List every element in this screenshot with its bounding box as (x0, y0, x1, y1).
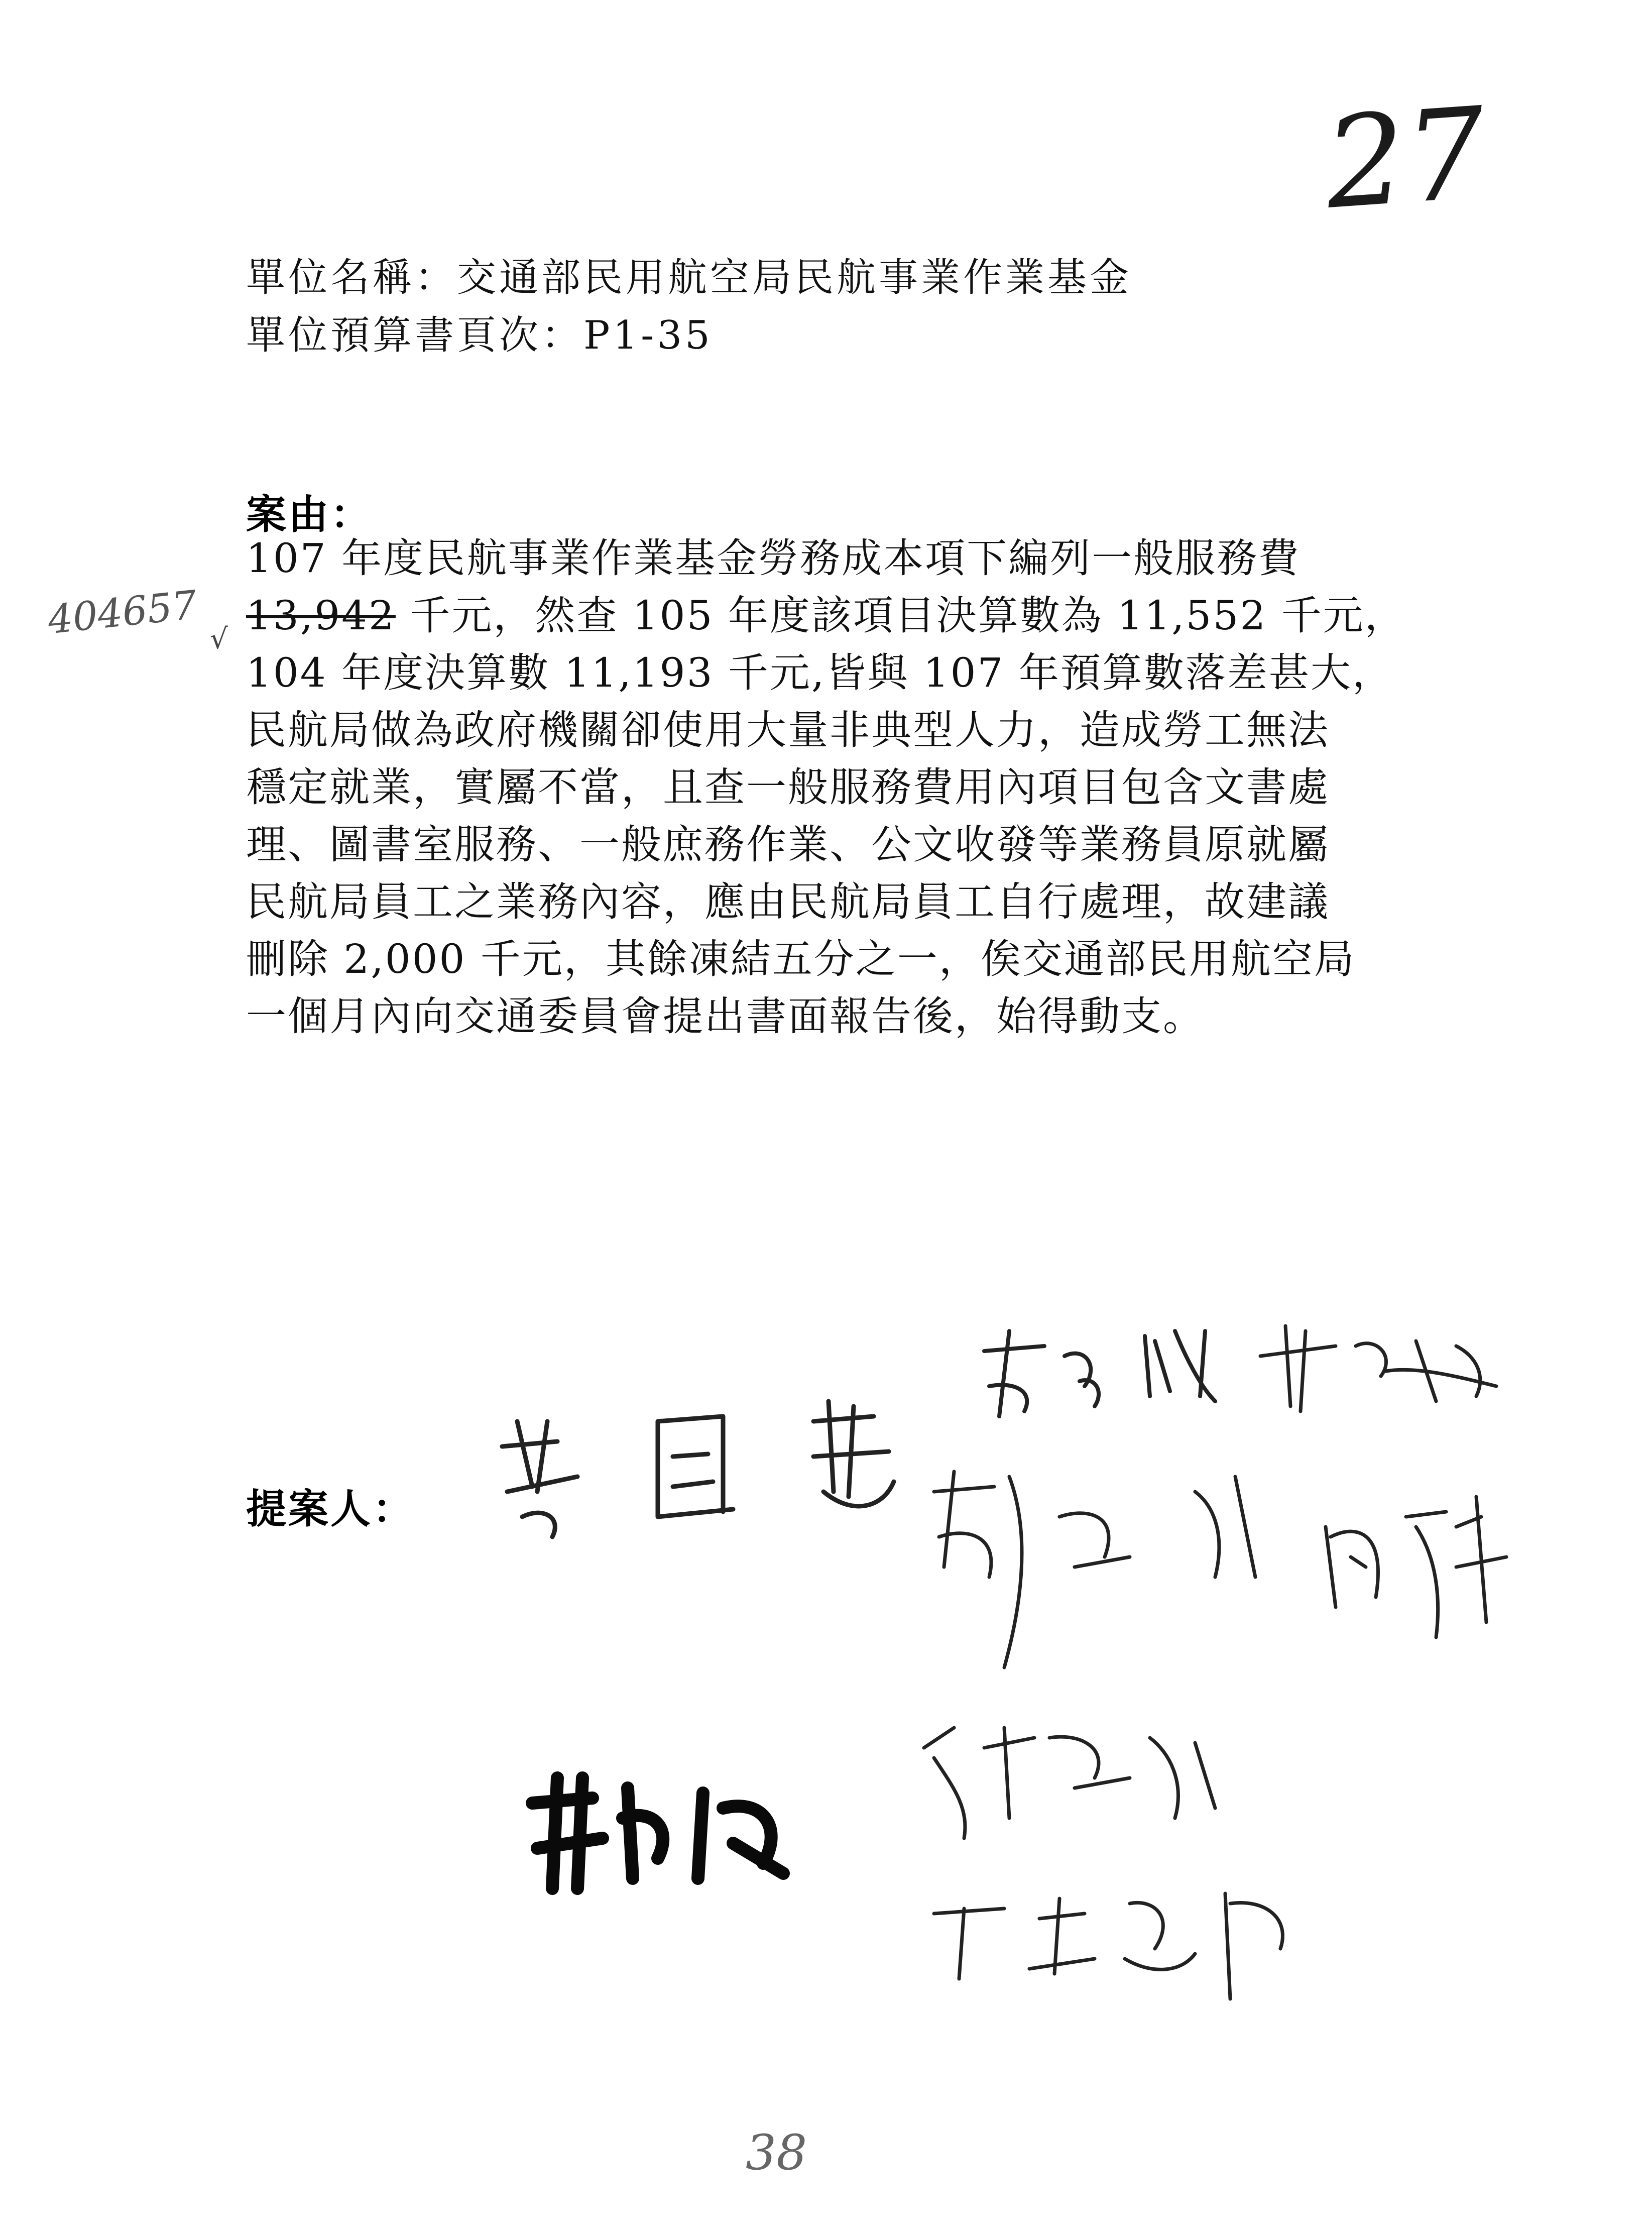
check-mark-icon: √ (210, 623, 228, 655)
case-line-2-rest: 千元，然查 105 年度該項目決算數為 11,552 千元， (395, 592, 1406, 639)
signature-6 (1260, 1326, 1496, 1411)
case-line-8: 刪除 2,000 千元，其餘凍結五分之一，俟交通部民用航空局 (246, 936, 1356, 982)
signature-10 (924, 1728, 1215, 1838)
case-line-2 (246, 592, 1406, 639)
case-line-1: 107 年度民航事業作業基金勞務成本項下編列一般服務費 (246, 535, 1301, 582)
unit-budget-page: 單位預算書頁次：P1-35 (246, 313, 713, 358)
case-line-4: 民航局做為政府機關卻使用大量非典型人力，造成勞工無法 (246, 707, 1330, 753)
case-line-3: 104 年度決算數 11,193 千元,皆與 107 年預算數落差甚大， (246, 649, 1394, 696)
signature-5 (1145, 1331, 1215, 1401)
unit-name: 單位名稱：交通部民用航空局民航事業作業基金 (246, 255, 1132, 300)
handwritten-margin-note: 404657 (46, 582, 199, 643)
signature-4 (984, 1331, 1099, 1416)
case-line-9: 一個月內向交通委員會提出書面報告後，始得動支。 (246, 993, 1205, 1040)
handwritten-signatures (0, 1256, 1652, 2059)
case-line-7: 民航局員工之業務內容，應由民航局員工自行處理，故建議 (246, 878, 1330, 925)
case-line-5: 穩定就業，實屬不當，且查一般服務費用內項目包含文書處 (246, 764, 1330, 811)
signature-1 (502, 1421, 577, 1537)
handwritten-page-number: 38 (746, 2125, 807, 2181)
handwritten-corner-number: 27 (1321, 80, 1490, 237)
signature-2 (658, 1416, 733, 1517)
proposer-label: 提案人： (246, 1486, 415, 1532)
struck-amount: 13,942 (246, 592, 396, 639)
signature-7 (934, 1472, 1255, 1667)
signature-9 (532, 1778, 783, 1888)
signature-11 (934, 1893, 1282, 1999)
case-line-6: 理、圖書室服務、一般庶務作業、公文收發等業務員原就屬 (246, 821, 1330, 868)
case-heading: 案由： (246, 491, 373, 538)
signature-3 (813, 1401, 894, 1506)
signature-8 (1326, 1497, 1506, 1637)
